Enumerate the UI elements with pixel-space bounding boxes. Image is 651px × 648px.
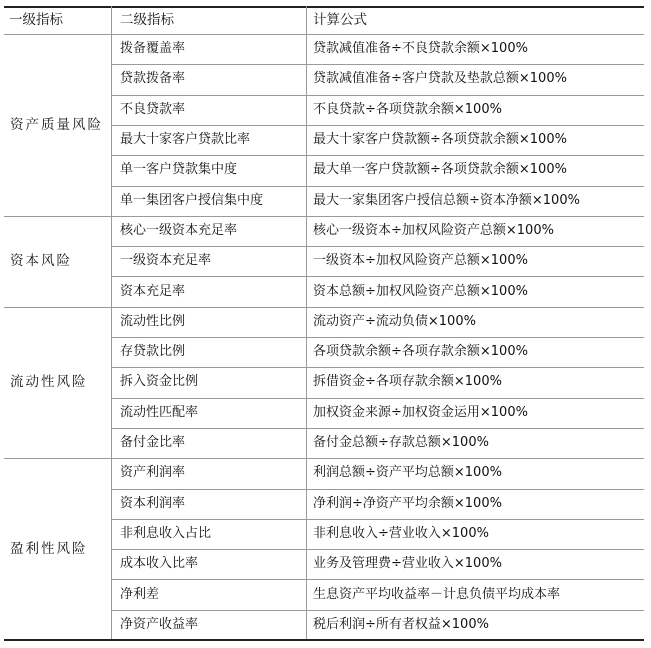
header-bottom-border	[4, 34, 644, 35]
column-divider	[111, 6, 112, 640]
indicator-formula: 核心一级资本÷加权风险资产总额×100%	[313, 222, 554, 238]
row-divider	[111, 367, 644, 368]
group-divider	[4, 458, 644, 459]
indicator-formula: 生息资产平均收益率－计息负债平均成本率	[313, 586, 561, 602]
row-divider	[111, 95, 644, 96]
table-bottom-border	[4, 639, 644, 641]
indicator-formula: 贷款减值准备÷客户贷款及垫款总额×100%	[313, 71, 567, 87]
indicator-name: 拆入资金比例	[120, 374, 199, 390]
indicator-name: 核心一级资本充足率	[120, 222, 238, 238]
header-level1: 一级指标	[9, 12, 63, 28]
indicator-formula: 流动资产÷流动负债×100%	[313, 313, 476, 329]
row-divider	[111, 610, 644, 611]
column-divider	[306, 6, 307, 640]
indicator-table	[4, 6, 644, 640]
indicator-name: 贷款拨备率	[120, 71, 186, 87]
indicator-name: 非利息收入占比	[120, 525, 212, 541]
indicator-formula: 最大单一客户贷款额÷各项贷款余额×100%	[313, 162, 567, 178]
indicator-name: 拨备覆盖率	[120, 41, 186, 57]
row-divider	[111, 186, 644, 187]
row-divider	[111, 64, 644, 65]
indicator-name: 最大十家客户贷款比率	[120, 132, 251, 148]
indicator-name: 备付金比率	[120, 435, 186, 451]
header-level2: 二级指标	[120, 12, 174, 28]
indicator-name: 资本利润率	[120, 495, 186, 511]
indicator-formula: 业务及管理费÷营业收入×100%	[313, 556, 502, 572]
row-divider	[111, 155, 644, 156]
indicator-name: 净利差	[120, 586, 160, 602]
indicator-formula: 最大一家集团客户授信总额÷资本净额×100%	[313, 192, 580, 208]
group-divider	[4, 307, 644, 308]
row-divider	[111, 398, 644, 399]
category-label: 盈利性风险	[10, 541, 88, 558]
indicator-formula: 税后利润÷所有者权益×100%	[313, 616, 489, 632]
indicator-name: 单一客户贷款集中度	[120, 162, 238, 178]
indicator-formula: 各项贷款余额÷各项存款余额×100%	[313, 344, 528, 360]
row-divider	[111, 276, 644, 277]
indicator-formula: 拆借资金÷各项存款余额×100%	[313, 374, 502, 390]
category-label: 资产质量风险	[10, 116, 103, 133]
category-label: 资本风险	[10, 253, 72, 270]
indicator-name: 净资产收益率	[120, 616, 199, 632]
category-label: 流动性风险	[10, 374, 88, 391]
indicator-formula: 净利润÷净资产平均余额×100%	[313, 495, 502, 511]
row-divider	[111, 549, 644, 550]
indicator-name: 流动性比例	[120, 313, 186, 329]
table-top-border	[4, 6, 644, 8]
indicator-name: 资产利润率	[120, 465, 186, 481]
indicator-formula: 非利息收入÷营业收入×100%	[313, 525, 489, 541]
row-divider	[111, 519, 644, 520]
row-divider	[111, 337, 644, 338]
indicator-name: 一级资本充足率	[120, 253, 212, 269]
indicator-formula: 备付金总额÷存款总额×100%	[313, 435, 489, 451]
indicator-name: 流动性匹配率	[120, 404, 199, 420]
indicator-formula: 一级资本÷加权风险资产总额×100%	[313, 253, 528, 269]
row-divider	[111, 246, 644, 247]
row-divider	[111, 125, 644, 126]
row-divider	[111, 489, 644, 490]
indicator-name: 不良贷款率	[120, 101, 186, 117]
group-divider	[4, 216, 644, 217]
indicator-formula: 资本总额÷加权风险资产总额×100%	[313, 283, 528, 299]
indicator-name: 资本充足率	[120, 283, 186, 299]
row-divider	[111, 579, 644, 580]
indicator-name: 成本收入比率	[120, 556, 199, 572]
indicator-formula: 不良贷款÷各项贷款余额×100%	[313, 101, 502, 117]
header-formula: 计算公式	[313, 12, 367, 28]
indicator-name: 存贷款比例	[120, 344, 186, 360]
indicator-formula: 最大十家客户贷款额÷各项贷款余额×100%	[313, 132, 567, 148]
indicator-formula: 贷款减值准备÷不良贷款余额×100%	[313, 41, 528, 57]
row-divider	[111, 428, 644, 429]
indicator-formula: 利润总额÷资产平均总额×100%	[313, 465, 502, 481]
indicator-name: 单一集团客户授信集中度	[120, 192, 264, 208]
indicator-formula: 加权资金来源÷加权资金运用×100%	[313, 404, 528, 420]
